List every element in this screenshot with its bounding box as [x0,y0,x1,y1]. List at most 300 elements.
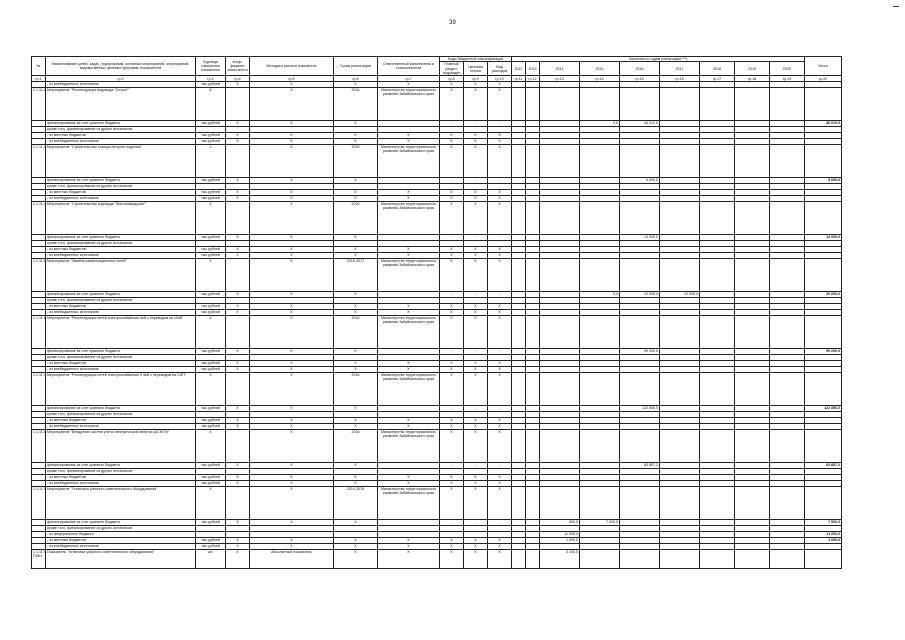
header-responsible: Ответственный исполнитель и соисполнители [378,57,440,76]
row-unit: тыс.рублей [196,424,226,430]
row-period: Х [334,367,378,373]
row-glav: Х [440,304,464,310]
row-coef: Х [226,538,250,544]
year-2019-cell [735,202,770,235]
year-2014-cell [540,373,580,406]
row-name: - из местных бюджетов [46,190,196,196]
row-glav: - [440,178,464,184]
row-glav: Х [440,82,464,88]
row-target: Х [464,133,488,139]
row-glav: Х [440,373,464,406]
year-2019-cell [735,430,770,463]
column-number: гр.7 [378,76,440,82]
row-responsible: Х [378,304,440,310]
row-method: Х [250,463,334,469]
row-exp-type: - [488,406,512,412]
year-2014-cell: 1 000,0 [540,538,580,544]
row-exp-type: Х [488,475,512,481]
row-exp-type: Х [488,487,512,520]
row-unit: тыс.рублей [196,178,226,184]
row-name: Мероприятие "Внедрение систем учета электрической энергии (АСКУЭ)" [46,430,196,463]
row-exp-type: Х [488,430,512,463]
row-unit: тыс.рублей [196,406,226,412]
row-name: - из местных бюджетов [46,475,196,481]
year-2018-cell [700,550,735,569]
year-2014-cell [540,259,580,292]
row-period: Х [334,418,378,424]
row-responsible: Х [378,418,440,424]
header-year: 2013 [526,62,540,76]
year-2014-cell: 3 100,0 [540,550,580,569]
year-2013-cell [526,373,540,406]
row-target: Х [464,139,488,145]
year-2019-cell [735,373,770,406]
column-number: гр.17 [700,76,735,82]
year-2020-cell [770,373,805,406]
row-period: Х [334,424,378,430]
row-exp-type: Х [488,310,512,316]
row-exp-type: Х [488,418,512,424]
year-2016-cell: 10 000,0 [620,292,660,298]
column-number: гр.14 [580,76,620,82]
year-2015-cell [580,373,620,406]
row-responsible: Х [378,247,440,253]
table-row [32,88,842,121]
row-target: Х [464,481,488,487]
row-target: Х [464,424,488,430]
row-period: Х [334,139,378,145]
column-number: гр.19 [770,76,805,82]
row-period: 2016 [334,316,378,349]
row-period: Х [334,544,378,550]
row-coef [226,145,250,178]
row-name: Мероприятие "Реконструкция сетей электроснабжения 6кВ с переводом на 10кВ" [46,316,196,349]
row-coef: Х [226,190,250,196]
year-2015-cell [580,550,620,569]
row-unit: тыс.рублей [196,196,226,202]
row-glav: Х [440,253,464,259]
row-target: Х [464,361,488,367]
row-target: Х [464,310,488,316]
row-total [805,487,842,520]
header-glav: Главный раздел, подраздел [440,62,464,76]
year-2015-cell [580,430,620,463]
row-responsible: Министерство территориального развития Забайкальского края [378,373,440,406]
row-exp-type: Х [488,538,512,544]
row-unit: тыс.рублей [196,139,226,145]
row-glav: Х [440,190,464,196]
row-coef: Х [226,292,250,298]
row-name: кроме того, финансирование из других источников: [46,469,196,475]
year-2013-cell [526,145,540,178]
row-total: 11 000,0 [805,532,842,538]
header-period: Сроки реализации [334,57,378,76]
column-number: гр.20 [805,76,842,82]
row-name: кроме того, финансирование из других источников: [46,241,196,247]
year-2013-cell [526,550,540,569]
row-target: Х [464,259,488,292]
row-glav: Х [440,139,464,145]
row-unit: тыс.рублей [196,367,226,373]
row-total: 46 010,0 [805,121,842,127]
year-2014-cell [540,202,580,235]
row-method: Х [250,316,334,349]
year-2014-cell [540,487,580,520]
row-coef: Х [226,406,250,412]
row-glav: Х [440,316,464,349]
row-name: финансирование за счет краевого бюджета [46,121,196,127]
row-unit: Х [196,487,226,520]
row-period: Х [334,538,378,544]
year-2018-cell [700,259,735,292]
row-method: Х [250,178,334,184]
row-responsible: Министерство территориального развития Забайкальского края [378,202,440,235]
row-method: Х [250,424,334,430]
row-unit: тыс.рублей [196,247,226,253]
row-total [805,88,842,121]
row-period: Х [334,520,378,526]
row-number: 1.1.11.7. [32,373,46,406]
year-2012-cell [512,259,526,292]
row-exp-type: - [488,520,512,526]
row-name: - из внебюджетных источников [46,367,196,373]
row-method: Х [250,418,334,424]
row-period: 2016 [334,202,378,235]
row-method: Х [250,367,334,373]
row-responsible: Х [378,481,440,487]
year-2012-cell [512,550,526,569]
row-coef: Х [226,481,250,487]
row-responsible: Х [378,475,440,481]
row-responsible: Х [378,361,440,367]
year-2018-cell [700,202,735,235]
row-target: Х [464,373,488,406]
row-total: 7 500,0 [805,520,842,526]
row-method: Х [250,88,334,121]
column-number: гр.15 [620,76,660,82]
year-2014-cell [540,145,580,178]
row-period: Х [334,406,378,412]
row-responsible: Министерство территориального развития Забайкальского края [378,316,440,349]
row-total: 122 850,0 [805,406,842,412]
header-coef: Коэф-фициент значи-мости [226,57,250,76]
year-2015-cell: 7 000,0 [580,520,620,526]
row-method: Х [250,121,334,127]
row-method: Х [250,247,334,253]
row-exp-type: Х [488,145,512,178]
row-exp-type: Х [488,304,512,310]
row-period: 2016 [334,88,378,121]
year-2017-cell [660,430,700,463]
column-number: гр.5 [250,76,334,82]
row-name: - из внебюджетных источников [46,139,196,145]
row-glav: Х [440,202,464,235]
row-unit: тыс.рублей [196,310,226,316]
row-name: - из местных бюджетов [46,247,196,253]
header-unit: Единица измерения показателя [196,57,226,76]
row-coef: Х [226,544,250,550]
row-total: 1 000,0 [805,538,842,544]
header-year: 2018 [700,62,735,76]
row-period: 2014-2015 [334,487,378,520]
header-year: 2015 [580,62,620,76]
table-row [32,259,842,292]
row-method: Х [250,82,334,88]
row-glav: Х [440,424,464,430]
row-glav: Х [440,145,464,178]
row-name: - из внебюджетных источников [46,82,196,88]
row-unit: Х [196,316,226,349]
row-target: - [464,121,488,127]
row-name: - из федерального бюджета [46,532,196,538]
row-period: Х [334,304,378,310]
row-responsible: Х [378,82,440,88]
row-glav: Х [440,418,464,424]
year-2012-cell [512,373,526,406]
row-name: Мероприятие "Строительство станции второго подъема" [46,145,196,178]
page-number: 39 [449,20,456,26]
year-2018-cell [700,430,735,463]
row-name: финансирование за счет краевого бюджета [46,406,196,412]
row-name: - из местных бюджетов [46,418,196,424]
row-method: Х [250,145,334,178]
year-2018-cell [700,316,735,349]
year-2017-cell [660,259,700,292]
table-row [32,430,842,463]
row-period: Х [334,235,378,241]
row-unit: Х [196,202,226,235]
row-exp-type: Х [488,82,512,88]
row-responsible: Х [378,190,440,196]
row-number: 1.1.11.9-ПОК1 [32,550,46,569]
row-name: финансирование за счет краевого бюджета [46,520,196,526]
year-2019-cell [735,487,770,520]
year-2016-cell [620,316,660,349]
row-period: Х [334,361,378,367]
year-2014-cell [540,430,580,463]
row-coef [226,88,250,121]
row-coef [226,430,250,463]
row-method: Х [250,481,334,487]
row-name: кроме того, финансирование из других источников: [46,298,196,304]
row-target: - [464,292,488,298]
row-total [805,145,842,178]
row-target: Х [464,304,488,310]
row-coef: Х [226,139,250,145]
row-unit: тыс.рублей [196,292,226,298]
year-2012-cell [512,487,526,520]
row-exp-type: Х [488,367,512,373]
corner-mark [893,6,899,7]
table-row [32,373,842,406]
row-method: Х [250,310,334,316]
year-2019-cell [735,316,770,349]
row-method: Х [250,349,334,355]
row-method: Х [250,259,334,292]
row-target: Х [464,544,488,550]
row-total: 5 000,0 [805,178,842,184]
row-period: Х [334,196,378,202]
year-2019-cell [735,145,770,178]
header-year: 2014 [540,62,580,76]
year-2014-cell [540,316,580,349]
table-body [32,82,842,569]
row-coef: Х [226,361,250,367]
row-name: Мероприятие "Строительство водовода "Маслозаводская"" [46,202,196,235]
year-2015-cell [580,487,620,520]
row-target: - [464,178,488,184]
row-method: Х [250,292,334,298]
row-unit: тыс.рублей [196,544,226,550]
row-coef: Х [226,235,250,241]
year-2015-cell [580,202,620,235]
year-2018-cell [700,373,735,406]
row-glav: Х [440,481,464,487]
table-row [32,316,842,349]
row-exp-type: Х [488,196,512,202]
header-year: 2012 [512,62,526,76]
row-name: финансирование за счет краевого бюджета [46,292,196,298]
row-name: Показатель "Установка уличного осветительного оборудования" [46,550,196,569]
row-unit: Х [196,259,226,292]
row-period: Х [334,133,378,139]
year-2013-cell [526,316,540,349]
year-2013-cell [526,259,540,292]
row-coef: Х [226,82,250,88]
row-exp-type: - [488,349,512,355]
row-glav: Х [440,361,464,367]
year-2019-cell [735,259,770,292]
year-2016-cell [620,430,660,463]
row-unit: тыс.рублей [196,475,226,481]
row-coef [226,259,250,292]
row-exp-type: Х [488,316,512,349]
year-2016-cell [620,88,660,121]
row-coef: Х [226,196,250,202]
row-number: 1.1.11.3. [32,145,46,178]
year-2016-cell [620,373,660,406]
row-glav: Х [440,367,464,373]
row-coef [226,487,250,520]
year-2012-cell [512,316,526,349]
row-glav: Х [440,430,464,463]
year-2017-cell [660,88,700,121]
row-period: 2016-2017 [334,259,378,292]
row-number: 1.1.11.9. [32,487,46,520]
year-2020-cell [770,145,805,178]
header-method: Методика расчета показателя [250,57,334,76]
row-total: 14 000,0 [805,235,842,241]
row-target: - [464,349,488,355]
row-exp-type: Х [488,253,512,259]
row-method: Х [250,361,334,367]
row-method: Х [250,235,334,241]
row-name: Мероприятие "Реконструкция водовода "Острог"" [46,88,196,121]
table-row [32,145,842,178]
row-exp-type: - [488,235,512,241]
row-target: Х [464,538,488,544]
row-exp-type: - [488,121,512,127]
row-coef: Х [226,418,250,424]
row-period: 2016 [334,430,378,463]
row-total [805,259,842,292]
row-exp-type: Х [488,544,512,550]
row-glav: Х [440,259,464,292]
row-exp-type: - [488,178,512,184]
row-unit: тыс.рублей [196,253,226,259]
row-period: Х [334,475,378,481]
year-2020-cell [770,487,805,520]
year-2015-cell [580,316,620,349]
row-exp-type: Х [488,373,512,406]
year-2016-cell: 122 850,0 [620,406,660,412]
row-glav: - [440,121,464,127]
year-2016-cell [620,550,660,569]
row-number: 1.1.11.2. [32,88,46,121]
year-2020-cell [770,259,805,292]
row-exp-type: Х [488,361,512,367]
year-2020-cell [770,550,805,569]
row-name: - из внебюджетных источников [46,481,196,487]
row-glav: - [440,349,464,355]
row-name: - из внебюджетных источников [46,544,196,550]
row-name: финансирование за счет краевого бюджета [46,235,196,241]
row-coef: Х [226,475,250,481]
row-period: Х [334,190,378,196]
year-2017-cell [660,316,700,349]
row-unit: Х [196,373,226,406]
year-2016-cell: 99 200,0 [620,349,660,355]
row-target: Х [464,430,488,463]
year-2017-cell [660,202,700,235]
row-glav: Х [440,88,464,121]
year-2015-cell [580,88,620,121]
year-2019-cell [735,550,770,569]
row-period: 2016 [334,145,378,178]
row-target: Х [464,190,488,196]
year-2018-cell [700,487,735,520]
header-year: 2019 [735,62,770,76]
year-2020-cell [770,88,805,121]
row-target: Х [464,88,488,121]
row-name: - из внебюджетных источников [46,424,196,430]
row-responsible: Х [378,544,440,550]
row-glav: - [440,520,464,526]
column-number: гр.16 [660,76,700,82]
year-2016-cell [620,487,660,520]
row-glav: Х [440,310,464,316]
row-exp-type: Х [488,424,512,430]
header-total: Итого [805,57,842,76]
row-name: Мероприятие "Замена канализационных сетей" [46,259,196,292]
row-glav: Х [440,538,464,544]
row-glav: - [440,292,464,298]
column-number: гр.8 [440,76,464,82]
row-responsible: Министерство территориального развития Забайкальского края [378,259,440,292]
row-name: - из внебюджетных источников [46,310,196,316]
row-coef: Х [226,121,250,127]
row-unit: тыс.рублей [196,361,226,367]
row-name: финансирование за счет краевого бюджета [46,463,196,469]
program-table [31,56,842,569]
row-name: кроме того, финансирование из других источников: [46,526,196,532]
row-period: Х [334,349,378,355]
row-exp-type: Х [488,88,512,121]
row-coef: Х [226,178,250,184]
row-target: Х [464,550,488,569]
table-row [32,487,842,520]
row-period: Х [334,481,378,487]
